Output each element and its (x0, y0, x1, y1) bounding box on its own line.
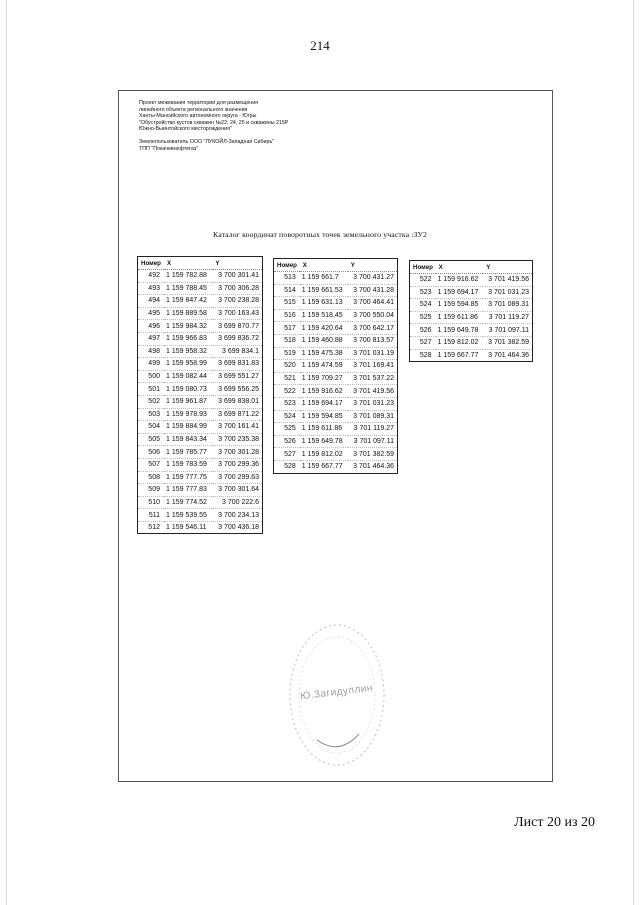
point-number: 527 (410, 336, 436, 349)
point-number: 526 (274, 435, 300, 448)
point-number: 524 (274, 410, 300, 423)
coord-y: 3 701 382.59 (483, 336, 532, 349)
coord-x: 1 159 475.38 (300, 347, 348, 360)
point-number: 502 (138, 395, 164, 408)
table-row (274, 309, 398, 322)
point-number: 515 (274, 297, 300, 310)
col-header-x: X (300, 259, 348, 272)
coord-y: 3 700 238.28 (212, 295, 262, 308)
coord-y: 3 700 301.41 (212, 270, 262, 283)
point-number: 504 (138, 421, 164, 434)
table-row (138, 484, 263, 497)
coord-x: 1 159 916.62 (300, 385, 348, 398)
page-number: 214 (310, 38, 330, 53)
table-row (138, 295, 263, 308)
table-row (138, 307, 263, 320)
point-number: 519 (274, 347, 300, 360)
col-header-y: Y (348, 259, 398, 272)
table-row (138, 408, 263, 421)
coord-x: 1 159 785.77 (164, 446, 212, 459)
coord-x: 1 159 661.7 (300, 272, 348, 285)
point-number: 527 (274, 448, 300, 461)
coord-x: 1 159 783.59 (164, 458, 212, 471)
table-row (138, 383, 263, 396)
point-number: 524 (410, 299, 436, 312)
coord-y: 3 700 642.17 (348, 322, 398, 335)
table-row (138, 370, 263, 383)
coord-y: 3 701 097.11 (483, 324, 532, 337)
table-row (274, 423, 398, 436)
coord-x: 1 159 649.78 (436, 324, 484, 337)
coord-x: 1 159 978.93 (164, 408, 212, 421)
coord-x: 1 159 774.52 (164, 496, 212, 509)
point-number: 528 (419, 351, 432, 359)
point-number: 507 (138, 458, 164, 471)
coord-y: 3 700 550.04 (348, 309, 398, 322)
land-user-line: ТПП "Покачевнефтегаз" (139, 145, 199, 152)
table-row (138, 509, 263, 522)
coord-x: 1 159 788.45 (164, 282, 212, 295)
table-row (410, 336, 533, 349)
point-number: 497 (138, 332, 164, 345)
header-line: Проект межевания территории для размещения (139, 100, 259, 106)
coord-x: 1 159 966.83 (164, 332, 212, 345)
coord-y: 3 699 838.01 (212, 395, 262, 408)
coord-y: 3 700 813.57 (348, 334, 398, 347)
table-row (274, 435, 398, 448)
table-row (138, 270, 263, 283)
header-line: Южно-Выинтойского месторождения" (139, 126, 232, 133)
point-number: 512 (148, 524, 160, 532)
coord-x: 1 159 889.58 (164, 307, 212, 320)
point-number: 493 (138, 282, 164, 295)
land-user-line: Землепользователь ООО "ЛУКОЙЛ-Западная Сибирь" (139, 138, 275, 145)
coord-y: 3 699 831.83 (212, 358, 262, 371)
coord-x: 1 159 667.77 (301, 463, 343, 471)
point-number: 499 (138, 358, 164, 371)
coord-x: 1 159 611.86 (300, 423, 348, 436)
coord-y: 3 701 419.56 (483, 274, 532, 287)
coord-y: 3 700 299.36 (212, 458, 262, 471)
col-header-y: Y (212, 257, 262, 270)
coord-x: 1 159 080.73 (164, 383, 212, 396)
col-header-number: Номер (410, 261, 436, 274)
point-number: 495 (138, 307, 164, 320)
coord-x: 1 159 709.27 (300, 372, 348, 385)
coord-y: 3 699 870.77 (212, 320, 262, 333)
coord-x: 1 159 667.77 (437, 351, 479, 359)
coord-x: 1 159 847.42 (164, 295, 212, 308)
col-header-number: Номер (274, 259, 300, 272)
coord-x: 1 159 843.34 (164, 433, 212, 446)
coord-x: 1 159 539.55 (164, 509, 212, 522)
col-header-y: Y (483, 261, 532, 274)
coordinates-table-1 (137, 256, 263, 534)
table-row (274, 448, 398, 461)
coord-y: 3 701 089.31 (348, 410, 398, 423)
table-row (138, 496, 263, 509)
coord-y: 3 699 556.25 (212, 383, 262, 396)
page-edge-left (6, 0, 7, 905)
table-row (138, 320, 263, 333)
coord-x: 1 159 594.85 (436, 299, 484, 312)
point-number: 522 (274, 385, 300, 398)
point-number: 501 (138, 383, 164, 396)
point-number: 523 (274, 397, 300, 410)
table-row (410, 299, 533, 312)
point-number: 525 (274, 423, 300, 436)
coord-y: 3 701 464.36 (488, 351, 529, 359)
point-number: 525 (410, 311, 436, 324)
table-row (274, 272, 398, 285)
coord-x: 1 159 884.99 (164, 421, 212, 434)
point-number: 511 (138, 509, 164, 522)
coord-y: 3 700 161.41 (212, 421, 262, 434)
coord-x: 1 159 777.75 (164, 471, 212, 484)
table-row (138, 358, 263, 371)
table-row (274, 347, 398, 360)
coord-x: 1 159 694.17 (436, 286, 484, 299)
coord-x: 1 159 082.44 (164, 370, 212, 383)
point-number: 513 (274, 272, 300, 285)
table-row (138, 395, 263, 408)
coord-x: 1 159 958.99 (164, 358, 212, 371)
page-edge-right (633, 0, 634, 905)
table-row (274, 397, 398, 410)
coord-y: 3 700 301.64 (212, 484, 262, 497)
coord-x: 1 159 546.11 (165, 524, 207, 532)
point-number: 521 (274, 372, 300, 385)
stamp-text: Ю.Загидуллин (299, 682, 374, 703)
coord-y: 3 700 436.18 (218, 524, 259, 532)
point-number: 496 (138, 320, 164, 333)
coord-y: 3 701 119.27 (348, 423, 398, 436)
coord-y: 3 699 836.72 (212, 332, 262, 345)
table-row (410, 274, 533, 287)
table-row (274, 410, 398, 423)
table-row (274, 385, 398, 398)
coord-y: 3 700 431.27 (348, 272, 398, 285)
coord-x: 1 159 694.17 (300, 397, 348, 410)
coord-y: 3 700 222.6 (212, 496, 262, 509)
coord-y: 3 700 464.41 (348, 297, 398, 310)
coord-x: 1 159 518.45 (300, 309, 348, 322)
coord-x: 1 159 631.13 (300, 297, 348, 310)
table-row (138, 282, 263, 295)
table-row (138, 332, 263, 345)
coord-x: 1 159 958.32 (164, 345, 212, 358)
catalog-title: Каталог координат поворотных точек земельного участка :ЗУ2 (213, 230, 427, 239)
coord-y: 3 700 235.38 (212, 433, 262, 446)
coord-x: 1 159 984.32 (164, 320, 212, 333)
coord-y: 3 700 301.28 (212, 446, 262, 459)
point-number: 516 (274, 309, 300, 322)
coord-y: 3 699 871.22 (212, 408, 262, 421)
point-number: 500 (138, 370, 164, 383)
table-row (410, 349, 533, 362)
point-number: 518 (274, 334, 300, 347)
coordinates-table-3 (409, 260, 533, 362)
coord-y: 3 701 464.36 (353, 463, 394, 471)
point-number: 510 (138, 496, 164, 509)
table-row (274, 297, 398, 310)
coord-y: 3 701 089.31 (483, 299, 532, 312)
point-number: 523 (410, 286, 436, 299)
table-row (138, 433, 263, 446)
coord-x: 1 159 782.88 (164, 270, 212, 283)
table-row (138, 421, 263, 434)
table-row (274, 334, 398, 347)
coord-y: 3 701 031.23 (483, 286, 532, 299)
coord-x: 1 159 812.02 (436, 336, 484, 349)
point-number: 522 (410, 274, 436, 287)
coord-x: 1 159 474.59 (300, 360, 348, 373)
point-number: 508 (138, 471, 164, 484)
project-header (139, 100, 399, 152)
coord-x: 1 159 594.85 (300, 410, 348, 423)
coord-y: 3 700 431.28 (348, 284, 398, 297)
header-line: "Обустройство кустов скважин №22, 24, 25 и скважины 215Р (139, 119, 289, 126)
table-row (274, 284, 398, 297)
coordinates-table-2 (273, 258, 398, 474)
table-row (138, 521, 263, 534)
coord-x: 1 159 777.83 (164, 484, 212, 497)
table-row (274, 372, 398, 385)
table-row (274, 322, 398, 335)
coord-y: 3 699 834.1 (212, 345, 262, 358)
coord-y: 3 701 169.41 (348, 360, 398, 373)
sheet-label: Лист 20 из 20 (514, 815, 595, 830)
table-row (410, 286, 533, 299)
col-header-x: X (164, 257, 212, 270)
coord-x: 1 159 812.02 (300, 448, 348, 461)
table-row (274, 360, 398, 373)
coord-y: 3 699 551.27 (212, 370, 262, 383)
coord-x: 1 159 916.62 (436, 274, 484, 287)
coord-x: 1 159 649.78 (300, 435, 348, 448)
header-line: линейного объекта регионального значения (139, 106, 248, 113)
point-number: 492 (138, 270, 164, 283)
coord-y: 3 701 419.56 (348, 385, 398, 398)
coord-y: 3 701 031.19 (348, 347, 398, 360)
coord-x: 1 159 460.88 (300, 334, 348, 347)
header-line: Ханты-Мансийского автономного округа - Югры (139, 113, 257, 120)
point-number: 494 (138, 295, 164, 308)
point-number: 498 (138, 345, 164, 358)
coord-x: 1 159 661.53 (300, 284, 348, 297)
table-row (410, 311, 533, 324)
coord-y: 3 700 163.43 (212, 307, 262, 320)
coord-x: 1 159 961.87 (164, 395, 212, 408)
coord-y: 3 700 299.63 (212, 471, 262, 484)
point-number: 520 (274, 360, 300, 373)
table-row (138, 458, 263, 471)
coord-y: 3 701 119.27 (483, 311, 532, 324)
point-number: 528 (284, 463, 296, 471)
table-row (138, 345, 263, 358)
table-row (138, 471, 263, 484)
coord-x: 1 159 611.86 (436, 311, 484, 324)
point-number: 505 (138, 433, 164, 446)
point-number: 506 (138, 446, 164, 459)
coord-y: 3 701 537.22 (348, 372, 398, 385)
table-row (274, 460, 398, 473)
col-header-number: Номер (138, 257, 164, 270)
coord-x: 1 159 420.64 (300, 322, 348, 335)
table-row (138, 446, 263, 459)
point-number: 517 (274, 322, 300, 335)
point-number: 514 (274, 284, 300, 297)
point-number: 503 (138, 408, 164, 421)
table-row (410, 324, 533, 337)
col-header-x: X (436, 261, 484, 274)
coord-y: 3 700 234.13 (212, 509, 262, 522)
point-number: 526 (410, 324, 436, 337)
point-number: 509 (138, 484, 164, 497)
coord-y: 3 701 097.11 (348, 435, 398, 448)
coord-y: 3 700 306.28 (212, 282, 262, 295)
coord-y: 3 701 382.59 (348, 448, 398, 461)
coord-y: 3 701 031.23 (348, 397, 398, 410)
